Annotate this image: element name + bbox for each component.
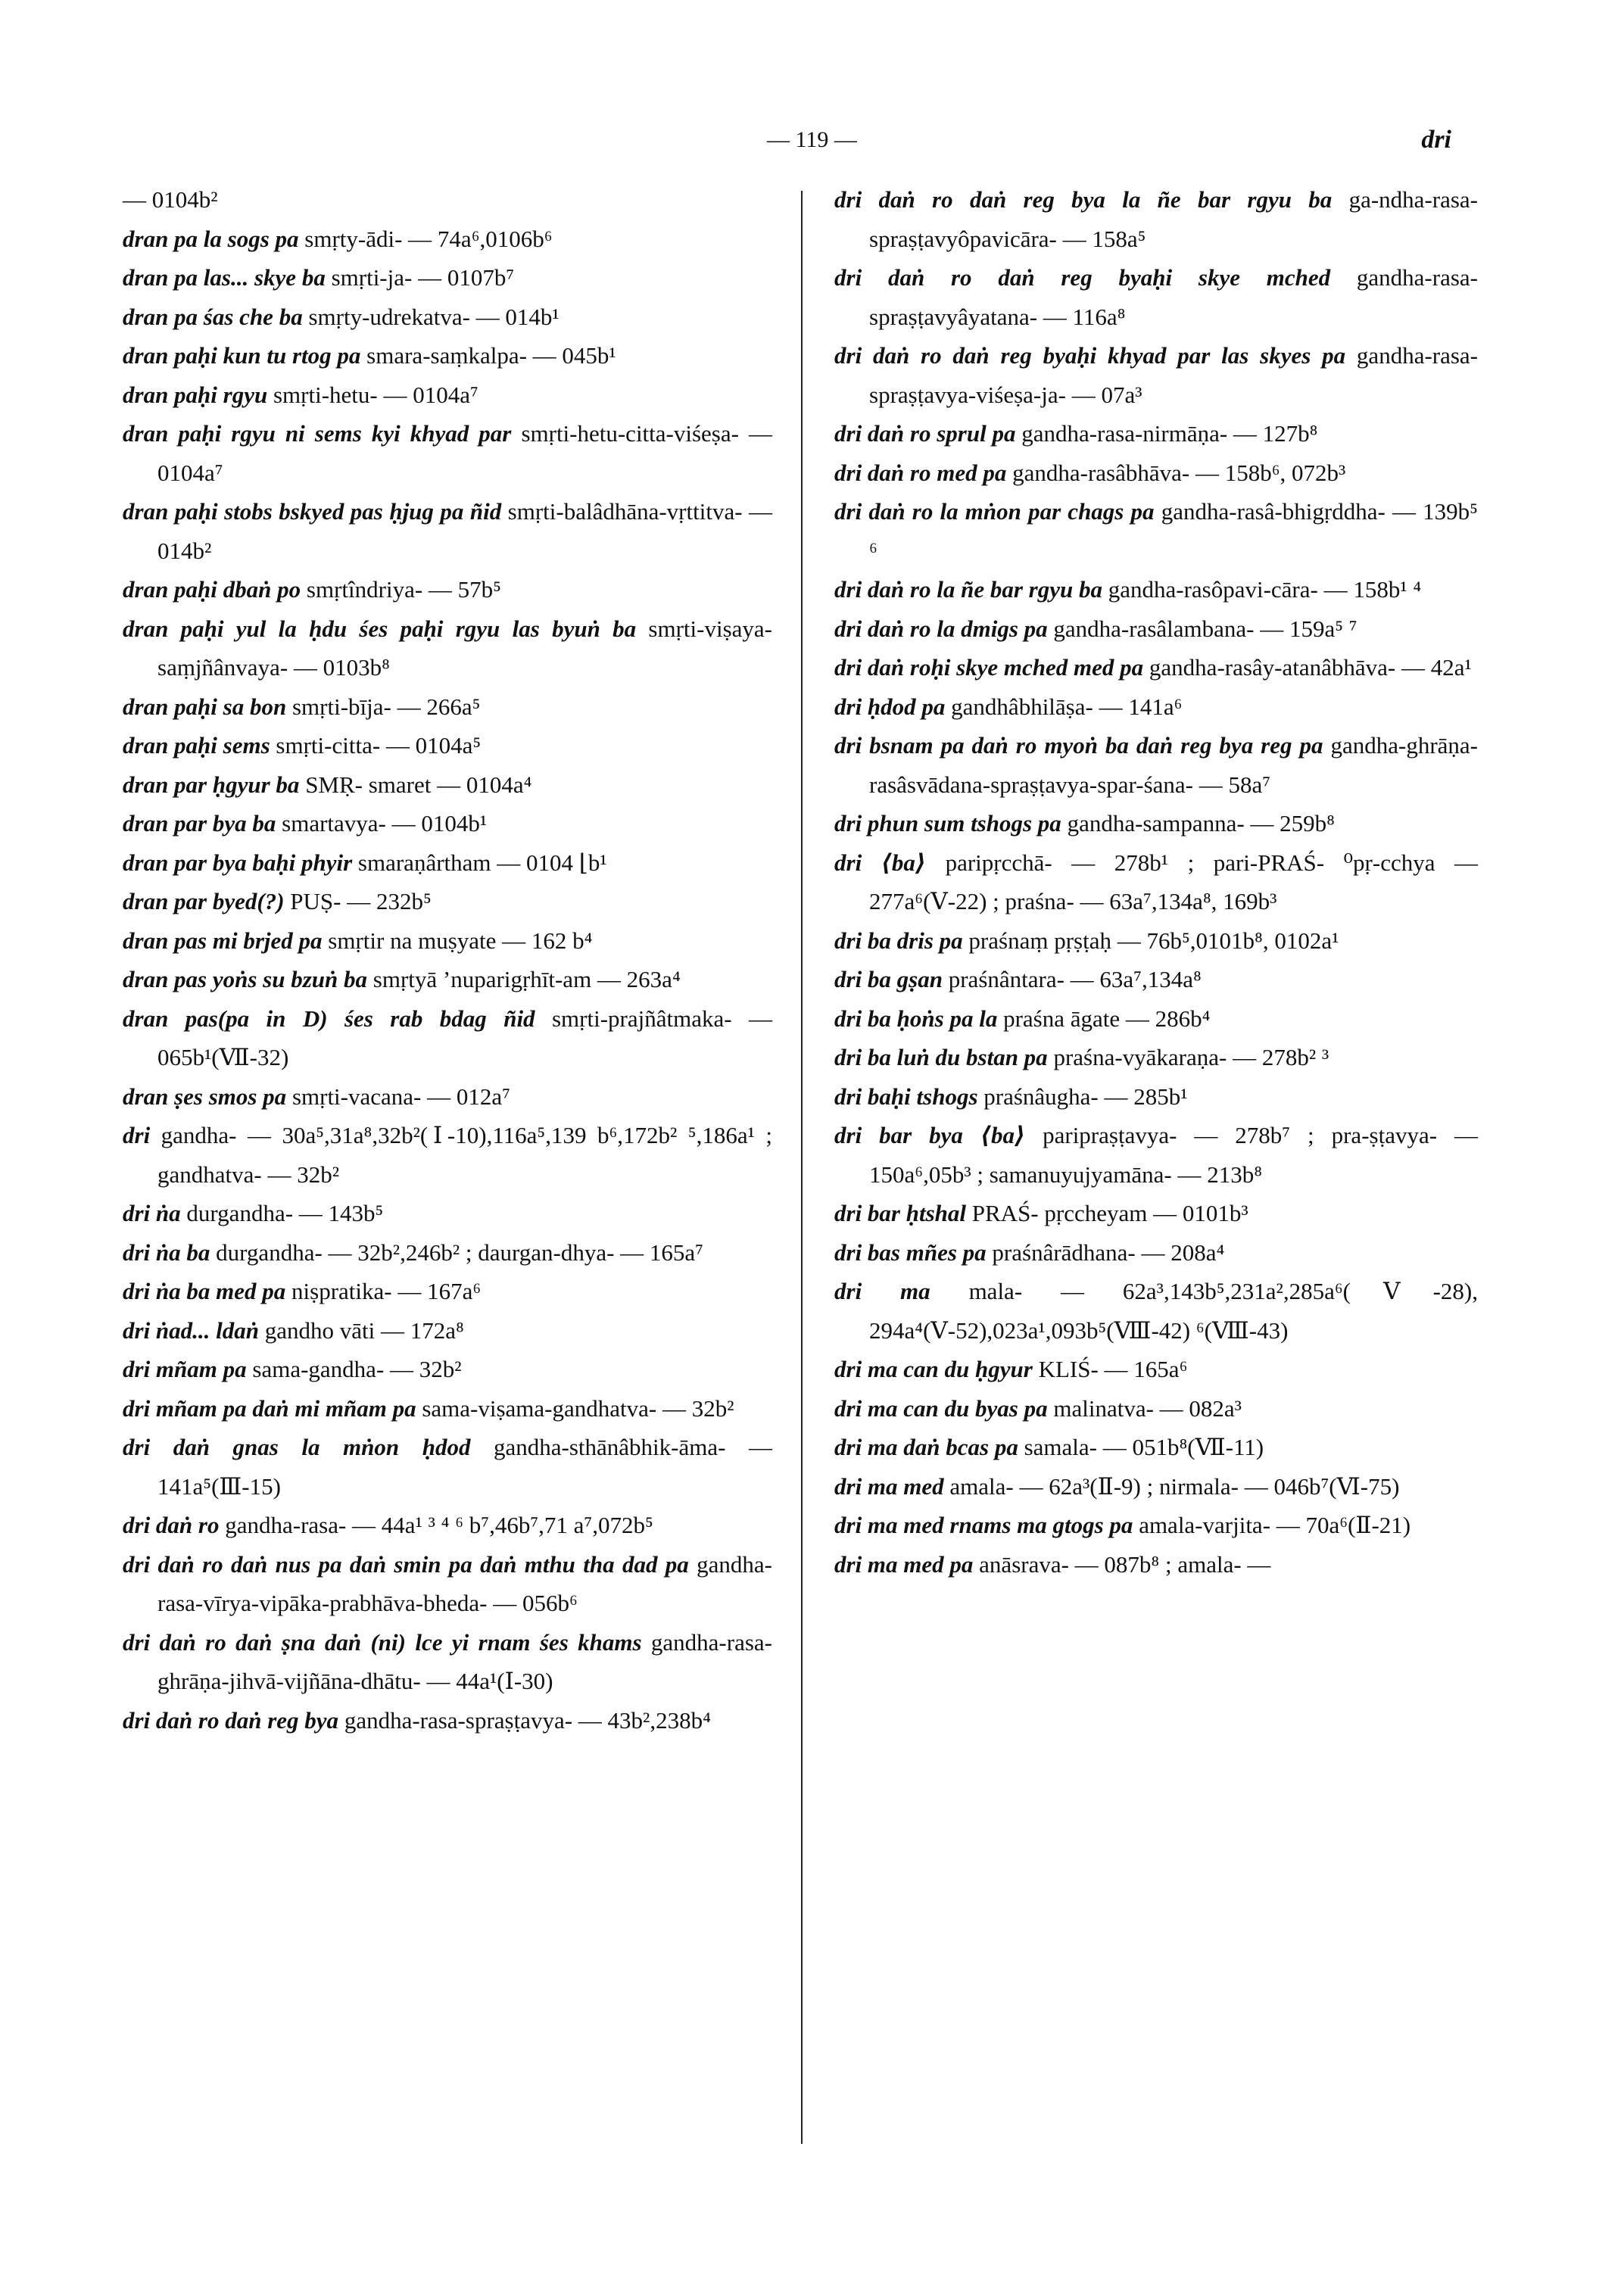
entry-definition: gandha-rasây-atanâbhāva- — 42a¹ bbox=[1143, 654, 1472, 681]
entry-definition: smṛtyā ’nuparigṛhīt-am — 263a⁴ bbox=[367, 966, 681, 992]
dictionary-entry bbox=[123, 882, 772, 921]
entry-definition: praśna-vyākaraṇa- — 278b² ³ bbox=[1047, 1044, 1329, 1070]
dictionary-entry bbox=[123, 960, 772, 999]
dictionary-entry bbox=[123, 336, 772, 375]
entry-definition: smṛty-udrekatva- — 014b¹ bbox=[302, 303, 560, 330]
entry-headword: dran paḥi rgyu ni sems kyi khyad par bbox=[123, 420, 512, 447]
dictionary-entry bbox=[123, 1311, 772, 1351]
entry-headword: dri daṅ ro bbox=[123, 1512, 220, 1538]
entry-headword: dri daṅ ro med pa bbox=[834, 459, 1007, 486]
entry-definition: praśnâugha- — 285b¹ bbox=[977, 1083, 1188, 1110]
entry-headword: dri daṅ ro daṅ reg bya bbox=[123, 1706, 339, 1734]
entry-headword: dri ma med pa bbox=[834, 1550, 974, 1578]
dictionary-entry bbox=[834, 960, 1478, 999]
dictionary-entry bbox=[123, 999, 772, 1077]
dictionary-entry bbox=[123, 687, 772, 727]
left-column bbox=[123, 180, 772, 1740]
entry-headword: dri bsnam pa daṅ ro myoṅ ba daṅ reg bya reg pa bbox=[834, 732, 1323, 759]
entry-headword: dri daṅ ro daṅ ṣna daṅ (ni) lce yi rnam śes khams bbox=[123, 1628, 642, 1656]
entry-definition: paripraṣṭavya- — 278b⁷ ; pra-ṣṭavya- — 150a⁶,05b³ ; samanuyujyamāna- — 213b⁸ bbox=[869, 1122, 1478, 1188]
dictionary-entry bbox=[834, 1389, 1478, 1428]
entry-headword: dri ba luṅ du bstan pa bbox=[834, 1044, 1048, 1070]
dictionary-entry bbox=[123, 258, 772, 298]
entry-headword: dran pas(pa in D) śes rab bdag ñid bbox=[123, 1005, 535, 1032]
entry-definition: amala- — 62a³(Ⅱ-9) ; nirmala- — 046b⁷(Ⅵ-75) bbox=[943, 1472, 1400, 1500]
dictionary-entry bbox=[123, 1077, 772, 1117]
entry-definition: gandha-rasa-vīrya-vipāka-prabhāva-bheda- — 056b⁶ bbox=[157, 1550, 772, 1616]
dictionary-entry bbox=[834, 648, 1478, 687]
right-column bbox=[834, 180, 1478, 1584]
entry-definition: smṛty-ādi- — 74a⁶,0106b⁶ bbox=[298, 225, 553, 252]
running-head: dri bbox=[1421, 126, 1451, 154]
entry-headword: dri ṅad... ldaṅ bbox=[123, 1316, 260, 1344]
dictionary-entry bbox=[834, 336, 1478, 414]
entry-definition: smṛti-hetu-citta-viśeṣa- — 0104a⁷ bbox=[157, 420, 773, 486]
entry-definition: PUṢ- — 232b⁵ bbox=[284, 888, 432, 914]
dictionary-entry bbox=[834, 1428, 1478, 1467]
dictionary-entry bbox=[834, 453, 1478, 493]
entry-definition: gandha-rasa-spraṣṭavyâyatana- — 116a⁸ bbox=[869, 264, 1478, 330]
entry-definition: gandha-rasâlambana- — 159a⁵ ⁷ bbox=[1047, 615, 1357, 642]
dictionary-entry bbox=[834, 726, 1478, 804]
dictionary-entry bbox=[123, 1350, 772, 1389]
entry-headword: dri ma can du byas pa bbox=[834, 1394, 1048, 1422]
dictionary-entry bbox=[123, 180, 772, 220]
entry-headword: dri ba gṣan bbox=[834, 966, 943, 992]
dictionary-entry bbox=[123, 765, 772, 805]
entry-definition: gandha-sthānâbhik-āma- — 141a⁵(Ⅲ-15) bbox=[157, 1434, 772, 1500]
dictionary-entry bbox=[834, 843, 1478, 921]
entry-definition: praśnârādhana- — 208a⁴ bbox=[986, 1238, 1225, 1266]
dictionary-entry bbox=[123, 220, 772, 259]
dictionary-entry bbox=[123, 414, 772, 492]
entry-definition: gandha-rasâbhāva- — 158b⁶, 072b³ bbox=[1006, 459, 1346, 486]
entry-headword: dran par bya baḥi phyir bbox=[123, 849, 353, 876]
entry-definition: gandhâbhilāṣa- — 141a⁶ bbox=[945, 693, 1183, 720]
dictionary-entry bbox=[123, 804, 772, 843]
entry-definition: KLIŚ- — 165a⁶ bbox=[1032, 1356, 1188, 1382]
entry-headword: dran pa śas che ba bbox=[123, 303, 303, 330]
entry-definition: SMṚ- smaret — 0104a⁴ bbox=[299, 771, 532, 798]
entry-definition: gandha-rasôpavi-cāra- — 158b¹ ⁴ bbox=[1102, 576, 1422, 603]
dictionary-entry bbox=[123, 1506, 772, 1545]
entry-headword: dri ma med rnams ma gtogs pa bbox=[834, 1512, 1133, 1538]
entry-definition: smartavya- — 0104b¹ bbox=[276, 810, 488, 837]
dictionary-entry bbox=[123, 1194, 772, 1233]
entry-definition: amala-varjita- — 70a⁶(Ⅱ-21) bbox=[1133, 1512, 1411, 1538]
entry-definition: smṛtir na muṣyate — 162 b⁴ bbox=[322, 927, 593, 954]
entry-definition: praśna āgate — 286b⁴ bbox=[997, 1005, 1211, 1032]
dictionary-entry bbox=[123, 1545, 772, 1623]
dictionary-entry bbox=[834, 570, 1478, 609]
entry-headword: dri ma med bbox=[834, 1472, 944, 1500]
entry-definition: smṛtîndriya- — 57b⁵ bbox=[301, 576, 501, 603]
entry-headword: dri daṅ ro daṅ reg bya la ñe bar rgyu ba bbox=[834, 186, 1333, 213]
entry-definition: gandha-rasa-spraṣṭavya-viśeṣa-ja- — 07a³ bbox=[869, 342, 1479, 408]
entry-headword: dri bar bya ⟨ba⟩ bbox=[834, 1122, 1026, 1148]
entry-definition: gandha-sampanna- — 259b⁸ bbox=[1061, 810, 1335, 837]
dictionary-entry bbox=[123, 1389, 772, 1428]
entry-definition: praśnântara- — 63a⁷,134a⁸ bbox=[942, 966, 1202, 992]
dictionary-entry bbox=[834, 921, 1478, 961]
entry-headword: dran paḥi kun tu rtog pa bbox=[123, 342, 361, 369]
entry-headword: dri daṅ ro la dmigs pa bbox=[834, 615, 1048, 642]
entry-definition: smṛti-hetu- — 0104a⁷ bbox=[267, 381, 478, 408]
dictionary-entry bbox=[834, 492, 1478, 570]
entry-headword: dran ṣes smos pa bbox=[123, 1083, 287, 1110]
dictionary-entry bbox=[123, 1623, 772, 1701]
dictionary-entry bbox=[123, 492, 772, 570]
entry-headword: dri ba dris pa bbox=[834, 927, 963, 954]
dictionary-entry bbox=[123, 843, 772, 883]
entry-definition: durgandha- — 32b²,246b² ; daurgan-dhya- — 165a⁷ bbox=[210, 1238, 703, 1266]
entry-definition: gandha-rasa-ghrāṇa-jihvā-vijñāna-dhātu- — 44a¹(Ⅰ-30) bbox=[157, 1628, 772, 1694]
entry-headword: dran pas yoṅs su bzuṅ ba bbox=[123, 966, 368, 992]
entry-definition: sama-gandha- — 32b² bbox=[246, 1356, 462, 1382]
entry-headword: dri phun sum tshogs pa bbox=[834, 810, 1061, 837]
dictionary-entry bbox=[834, 804, 1478, 843]
dictionary-entry bbox=[123, 375, 772, 415]
dictionary-entry bbox=[834, 1194, 1478, 1233]
entry-headword: dran pa la sogs pa bbox=[123, 225, 299, 252]
dictionary-entry bbox=[123, 570, 772, 609]
entry-headword: dri bas mñes pa bbox=[834, 1238, 987, 1266]
entry-definition: smaraṇârtham — 0104 ⌊b¹ bbox=[352, 849, 607, 876]
entry-definition: gandha-ghrāṇa-rasâsvādana-spraṣṭavya-spar-śana- — 58a⁷ bbox=[869, 732, 1478, 798]
entry-headword: dri mñam pa bbox=[123, 1356, 247, 1382]
entry-headword: dri ṅa ba med pa bbox=[123, 1278, 286, 1304]
entry-definition: niṣpratika- — 167a⁶ bbox=[285, 1278, 482, 1304]
entry-headword: dri ⟨ba⟩ bbox=[834, 849, 927, 876]
entry-headword: dri mñam pa daṅ mi mñam pa bbox=[123, 1394, 416, 1422]
entry-definition: smṛti-viṣaya-saṃjñânvaya- — 0103b⁸ bbox=[157, 615, 772, 681]
entry-definition: gandha- — 30a⁵,31a⁸,32b²(Ⅰ-10),116a⁵,139 b⁶,172b² ⁵,186a¹ ; gandhatva- — 32b² bbox=[150, 1122, 772, 1188]
entry-headword: dran par bya ba bbox=[123, 810, 276, 837]
dictionary-entry bbox=[123, 1233, 772, 1273]
entry-headword: dran pas mi brjed pa bbox=[123, 927, 323, 954]
entry-definition: PRAŚ- pṛccheyam — 0101b³ bbox=[966, 1200, 1248, 1226]
dictionary-entry bbox=[123, 298, 772, 337]
entry-definition: smṛti-ja- — 0107b⁷ bbox=[325, 264, 515, 291]
entry-headword: dran paḥi dbaṅ po bbox=[123, 576, 301, 603]
entry-definition: sama-viṣama-gandhatva- — 32b² bbox=[416, 1394, 734, 1422]
entry-definition: smṛti-balâdhāna-vṛttitva- — 014b² bbox=[157, 498, 772, 564]
entry-definition: mala- — 62a³,143b⁵,231a²,285a⁶(Ⅴ-28), 294a⁴(Ⅴ-52),023a¹,093b⁵(Ⅷ-42) ⁶(Ⅷ-43) bbox=[869, 1278, 1479, 1344]
entry-headword: dri daṅ ro daṅ reg byaḥi khyad par las skyes pa bbox=[834, 342, 1346, 369]
entry-definition: paripṛcchā- — 278b¹ ; pari-PRAŚ- ⁰pṛ-cchya — 277a⁶(Ⅴ-22) ; praśna- — 63a⁷,134a⁸, 169b³ bbox=[869, 849, 1479, 914]
dictionary-entry bbox=[834, 1038, 1478, 1077]
column-divider bbox=[801, 191, 803, 2144]
entry-headword: dran pa las... skye ba bbox=[123, 264, 326, 291]
entry-headword: dri ma bbox=[834, 1278, 930, 1304]
dictionary-entry bbox=[834, 609, 1478, 649]
entry-headword: dran paḥi sa bon bbox=[123, 693, 287, 720]
entry-definition: malinatva- — 082a³ bbox=[1047, 1394, 1242, 1422]
entry-definition: — 0104b² bbox=[123, 186, 218, 213]
entry-definition: gandha-rasâ-bhigṛddha- — 139b⁵ ⁶ bbox=[869, 498, 1478, 564]
dictionary-entry bbox=[123, 726, 772, 765]
entry-headword: dri bar ḥtshal bbox=[834, 1200, 967, 1226]
dictionary-entry bbox=[834, 258, 1478, 336]
dictionary-entry bbox=[834, 687, 1478, 727]
entry-definition: smṛti-citta- — 0104a⁵ bbox=[270, 732, 482, 759]
entry-headword: dri ṅa ba bbox=[123, 1238, 210, 1266]
entry-definition: praśnaṃ pṛṣṭaḥ — 76b⁵,0101b⁸, 0102a¹ bbox=[962, 927, 1339, 954]
dictionary-entry bbox=[834, 414, 1478, 453]
entry-headword: dri ba ḥoṅs pa la bbox=[834, 1005, 998, 1032]
entry-headword: dri bbox=[123, 1122, 151, 1148]
entry-headword: dri daṅ ro daṅ reg byaḥi skye mched bbox=[834, 264, 1331, 291]
dictionary-entry bbox=[123, 1116, 772, 1194]
entry-headword: dri ḥdod pa bbox=[834, 693, 946, 720]
entry-definition: smṛti-vacana- — 012a⁷ bbox=[286, 1083, 510, 1110]
entry-definition: smṛti-bīja- — 266a⁵ bbox=[286, 693, 481, 720]
entry-definition: gandha-rasa-nirmāṇa- — 127b⁸ bbox=[1015, 420, 1318, 447]
dictionary-entry bbox=[123, 1272, 772, 1311]
entry-definition: gandha-rasa-spraṣṭavya- — 43b²,238b⁴ bbox=[338, 1706, 711, 1734]
entry-headword: dri daṅ roḥi skye mched med pa bbox=[834, 654, 1144, 681]
dictionary-entry bbox=[834, 1467, 1478, 1506]
entry-headword: dri daṅ ro la ñe bar rgyu ba bbox=[834, 576, 1102, 603]
entry-headword: dri ṅa bbox=[123, 1200, 181, 1226]
entry-definition: smara-saṃkalpa- — 045b¹ bbox=[360, 342, 616, 369]
entry-headword: dri daṅ ro la mṅon par chags pa bbox=[834, 498, 1155, 525]
dictionary-entry bbox=[834, 180, 1478, 258]
dictionary-entry bbox=[834, 1506, 1478, 1545]
entry-headword: dran paḥi sems bbox=[123, 732, 270, 759]
entry-definition: samala- — 051b⁸(Ⅶ-11) bbox=[1018, 1434, 1264, 1460]
page-number: — 119 — bbox=[767, 127, 857, 152]
dictionary-entry bbox=[123, 609, 772, 687]
page-header bbox=[0, 121, 1624, 167]
entry-headword: dri ma can du ḥgyur bbox=[834, 1356, 1033, 1382]
entry-headword: dran paḥi yul la ḥdu śes paḥi rgyu las byuṅ ba bbox=[123, 615, 637, 642]
entry-definition: ga-ndha-rasa-spraṣṭavyôpavicāra- — 158a⁵ bbox=[869, 186, 1478, 252]
entry-headword: dri ma daṅ bcas pa bbox=[834, 1434, 1018, 1460]
entry-headword: dri daṅ gnas la mṅon ḥdod bbox=[123, 1434, 471, 1460]
entry-definition: gandha-rasa- — 44a¹ ³ ⁴ ⁶ b⁷,46b⁷,71 a⁷,072b⁵ bbox=[219, 1512, 653, 1538]
dictionary-entry bbox=[834, 1116, 1478, 1194]
entry-definition: durgandha- — 143b⁵ bbox=[180, 1200, 384, 1226]
dictionary-entry bbox=[834, 1077, 1478, 1117]
entry-headword: dran par ḥgyur ba bbox=[123, 771, 300, 798]
entry-headword: dran paḥi stobs bskyed pas ḥjug pa ñid bbox=[123, 498, 502, 525]
dictionary-entry bbox=[123, 921, 772, 961]
dictionary-entry bbox=[123, 1701, 772, 1740]
entry-headword: dran par byed(?) bbox=[123, 888, 285, 914]
entry-headword: dran paḥi rgyu bbox=[123, 381, 268, 408]
entry-definition: smṛti-prajñâtmaka- — 065b¹(Ⅶ-32) bbox=[157, 1005, 772, 1070]
dictionary-entry bbox=[834, 1350, 1478, 1389]
dictionary-entry bbox=[834, 1272, 1478, 1350]
dictionary-entry bbox=[834, 1233, 1478, 1273]
entry-definition: anāsrava- — 087b⁸ ; amala- — bbox=[973, 1550, 1271, 1578]
entry-definition: gandho vāti — 172a⁸ bbox=[259, 1316, 464, 1344]
dictionary-entry bbox=[123, 1428, 772, 1506]
entry-headword: dri daṅ ro sprul pa bbox=[834, 420, 1016, 447]
entry-headword: dri daṅ ro daṅ nus pa daṅ smin pa daṅ mthu tha dad pa bbox=[123, 1550, 689, 1578]
dictionary-entry bbox=[834, 1545, 1478, 1584]
dictionary-entry bbox=[834, 999, 1478, 1039]
entry-headword: dri baḥi tshogs bbox=[834, 1083, 978, 1110]
